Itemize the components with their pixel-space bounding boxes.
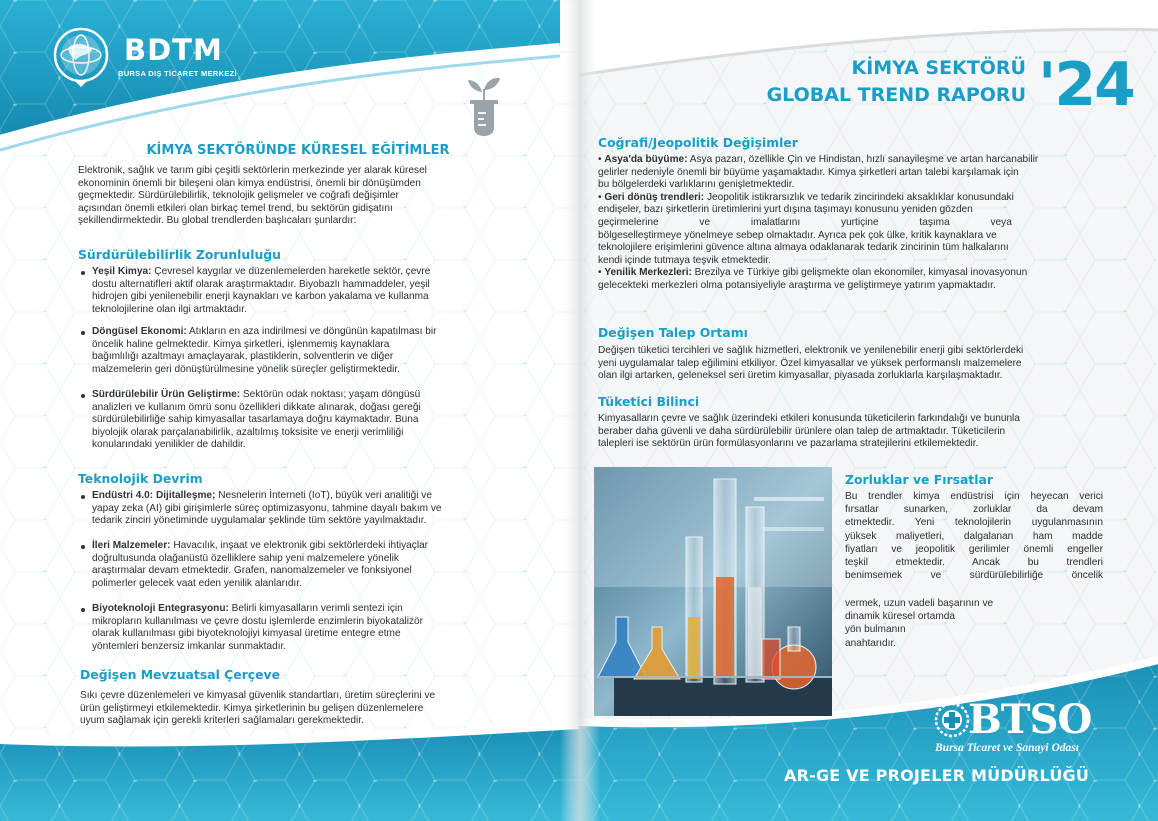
paragraph-line: yüksek maliyetleri, dalgalanan ham madde <box>845 530 1103 542</box>
item-text: gelecekteki merkezleri olma potansiyeliyle araştırma ve geliştirmeye yatırım yapmaktadır. <box>598 279 996 291</box>
item-text: teknolojilere erişimlerini güvence altına almaya odaklanarak tedarik zincirinin tüm halkalarını <box>598 242 1009 254</box>
bullet-text: Çevresel kaygılar ve düzenlemelerden hareketle sektör, çevre <box>151 266 431 277</box>
item-text: geçirmelerine ve imalatlarını yurtiçine taşıma veya <box>598 216 1012 228</box>
bullet-text: bağımlılığı azaltmayı amaçlayarak, plastiklerin, solventlerin ve diğer <box>92 351 394 363</box>
department-title: AR-GE VE PROJELER MÜDÜRLÜĞÜ <box>784 766 1090 785</box>
paragraph-line: Bu trendler kimya endüstrisi için heyecan verici <box>845 491 1103 502</box>
bullet-dot <box>81 271 85 275</box>
intro-line: ekonominin önemli bir bileşeni olan kimya endüstrisi, önemli bir dönüşümden <box>78 177 421 189</box>
bullet-item <box>92 603 512 653</box>
bullet-item <box>92 326 512 376</box>
item-text: bölgeselleştirmeye yönelmeye sebep olmaktadır. Ayrıca pek çok ülke, kritik kaynaklara ve <box>598 229 997 241</box>
report-year: '24 <box>1038 50 1134 120</box>
bullet-dot <box>81 331 85 335</box>
bullet-text: tedarik zinciri yönetiminde uygulamalar şeklinde tüm sektöre yayılmaktadır. <box>92 515 427 527</box>
bullet-text: yöntemleri benzersiz imkanlar sunmaktadır. <box>92 640 287 652</box>
section-title-regulation: Değişen Mevzuatsal Çerçeve <box>80 667 280 682</box>
paragraph-line: fırsatlar sunarken, zorluklar da devam <box>845 504 1103 516</box>
btso-subtitle: Bursa Ticaret ve Sanayi Odası <box>935 742 1079 754</box>
item-text: gelirler nedeniyle önemli bir büyüme yaşamaktadır. Kimya şirketleri artan talebi karşılamak için <box>598 166 1019 178</box>
bullet-label: Döngüsel Ekonomi: <box>92 326 187 337</box>
bullet-text: öncelik haline gelmektedir. Kimya şirketleri, işlenmemiş kaynaklara <box>92 338 390 350</box>
list-item: • Asya'da büyüme: Asya pazarı, özellikle Çin ve Hindistan, hızlı sanayileşme ve artan harcanabilir gelirler nedeniyle önemli bir büyüme yaşamaktadır. Kimya şirketleri artan talebi karşılamak için bu bölgelerdeki varlıklarını genişletmektedir. <box>598 154 1110 192</box>
regulation-paragraph <box>80 690 506 728</box>
bullet-text: Sektörün odak noktası; yaşam döngüsü <box>240 389 421 400</box>
bullet-dot <box>81 545 85 549</box>
paragraph-line: talepleri ise sektörün ürün formülasyonlarını ve pazarlama stratejilerini etkilemektedir. <box>598 438 979 450</box>
intro-line: Elektronik, sağlık ve tarım gibi çeşitli sektörlerin merkezinde yer alarak küresel <box>78 165 427 176</box>
section-title-sustainability: Sürdürülebilirlik Zorunluluğu <box>78 247 281 262</box>
bullet-text: Atıkların en aza indirilmesi ve döngünün kapatılması bir <box>186 326 437 337</box>
bullet-label: Biyoteknoloji Entegrasyonu: <box>92 603 229 614</box>
bullet-text: polimerler gelecek vaat eden yenilik alanlarıdır. <box>92 577 302 589</box>
challenges-paragraph-end <box>845 597 1045 650</box>
paragraph-line: vermek, uzun vadeli başarının ve <box>845 598 994 609</box>
bullet-item <box>92 490 512 528</box>
bullet-text: araştırmalar devam etmektedir. Grafen, nanomalzemeler ve fonksiyonel <box>92 565 412 577</box>
demand-paragraph <box>598 345 1110 383</box>
item-text: kendi içinde tutmaya teşvik etmektedir. <box>598 254 771 266</box>
item-label: Yenilik Merkezleri: <box>604 267 692 279</box>
bullet-text: doğrultusunda olağanüstü özelliklere sahip yeni malzemelere yönelik <box>92 552 399 564</box>
paragraph-line: beraber daha güvenli ve daha sürdürülebilir ürünlere olan talep de artmaktadır. Tüketicilerin <box>598 425 1006 437</box>
paragraph-line: olan ilgi artarken, geleneksel seri üretim kimyasallar, piyasada zorluklarla karşılaşmaktadır. <box>598 370 1003 382</box>
intro-line: açısından önemli etkileri olan birkaç temel trend, bu sektörün gidişatını <box>78 202 393 214</box>
bullet-label: İleri Malzemeler: <box>92 540 171 551</box>
bullet-dot <box>81 394 85 398</box>
paragraph-line: yeni uygulamalar talep eğilimini etkiliyor. Özel kimyasallar ve yüksek performanslı malzemelere <box>598 357 1022 369</box>
section-title-technology: Teknolojik Devrim <box>78 471 203 486</box>
consumer-paragraph <box>598 413 1110 451</box>
intro-paragraph <box>78 165 504 228</box>
paragraph-line: ürün geliştirmeyi etkilemektedir. Kimya şirketlerinin bu gelişen düzenlemelere <box>80 702 424 714</box>
section-title-demand: Değişen Talep Ortamı <box>598 325 748 340</box>
bullet-text: teknolojilerine olan ilgi artmaktadır. <box>92 303 247 315</box>
item-text: Brezilya ve Türkiye gibi gelişmekte olan ekonomiler, kimyasal inovasyonun <box>691 267 1028 279</box>
bullet-item <box>92 389 512 452</box>
bullet-text: Belirli kimyasalların verimli sentezi için <box>228 603 403 614</box>
bullet-text: malzemelerin geri dönüştürülmesine yönelik süreçler geliştirmektedir. <box>92 363 400 375</box>
intro-line: şekillendirmektedir. Bu global trendlerden başlıcaları şunlardır: <box>78 215 357 227</box>
item-text: bu bölgelerdeki varlıklarını genişletmektedir. <box>598 179 795 191</box>
test-tube-plant-icon <box>462 72 506 138</box>
intro-line: geçmektedir. Sürdürülebilirlik, teknolojik gelişmeler ve coğrafi değişimler <box>78 190 399 202</box>
logo-subtitle: BURSA DIŞ TİCARET MERKEZİ <box>118 69 237 78</box>
bullet-text: biyolojik olarak parçalanabilirlik, azaltılmış toksisite ve enerji verimliliği <box>92 426 404 438</box>
list-item: • Geri dönüş trendleri: Jeopolitik istikrarsızlık ve tedarik zincirindeki aksaklıklar konusundaki endişeler, bazı şirketlerin üretimlerini yurt dışına taşımayı konusunu yeniden gözden geçirmelerine ve imalatlarını yurtiçine taşıma veya bölgeselleştirmeye yönelmeye sebep olmaktadır. Ayrıca pek çok ülke, kritik kaynaklara ve teknolojilere erişimlerini güvence altına almaya odaklanarak tedarik zincirinin tüm halkalarını kendi içinde tutmaya teşvik etmektedir. <box>598 192 1110 268</box>
report-title-line1: KİMYA SEKTÖRÜ <box>851 57 1026 79</box>
bullet-text: hidrojen gibi yenilenebilir enerji kaynakları ve karbon yakalama ve kullanma <box>92 291 429 303</box>
section-title-challenges: Zorluklar ve Fırsatlar <box>845 472 993 487</box>
section-title-consumer: Tüketici Bilinci <box>598 394 700 409</box>
paragraph-line: yön bulmanın <box>845 624 906 636</box>
left-page-heading: KİMYA SEKTÖRÜNDE KÜRESEL EĞİTİMLER <box>146 143 450 158</box>
challenges-paragraph <box>845 490 1103 582</box>
bullet-text: Nesnelerin İnterneti (IoT), büyük veri analitiği ve <box>215 490 432 501</box>
item-label: Geri dönüş trendleri: <box>604 191 705 203</box>
bullet-item <box>92 540 512 590</box>
geo-list <box>598 154 1110 293</box>
item-label: Asya'da büyüme: <box>604 154 688 165</box>
bullet-text: konularındaki yenilikler de dahildir. <box>92 439 246 451</box>
bullet-dot <box>81 608 85 612</box>
bullet-label: Yeşil Kimya: <box>92 266 152 277</box>
item-text: endişeler, bazı şirketlerin üretimlerini yurt dışına taşımayı konusunu yeniden gözden <box>598 204 973 216</box>
logo-text: BDTM <box>124 33 223 67</box>
item-text: Asya pazarı, özellikle Çin ve Hindistan, hızlı sanayileşme ve artan harcanabilir <box>687 154 1039 165</box>
bullet-label: Sürdürülebilir Ürün Geliştirme: <box>92 389 241 400</box>
report-title-line2: GLOBAL TREND RAPORU <box>766 84 1026 106</box>
paragraph-line: etmektedir. Yeni teknolojilerin uygulanmasının <box>845 517 1103 529</box>
btso-emblem-icon <box>934 702 970 738</box>
bullet-dot <box>81 495 85 499</box>
section-title-geopolitics: Coğrafi/Jeopolitik Değişimler <box>598 135 798 150</box>
paragraph-line: dinamik küresel ortamda <box>845 611 955 623</box>
paragraph-line: Kimyasalların çevre ve sağlık üzerindeki etkileri konusunda tüketicilerin farkındalığı ve bununla <box>598 413 1020 424</box>
paragraph-line: benimsemek ve sürdürülebilirliğe öncelik <box>845 570 1103 582</box>
btso-logo-text: BTSO <box>968 696 1092 743</box>
bullet-item <box>92 266 512 316</box>
paragraph-line: uyum sağlamak için gerekli kriterleri sağlamaları gerekmektedir. <box>80 715 364 727</box>
bullet-text: dostu alternatifleri aktif olarak araştırmaktadır. Biyobazlı hammaddeler, yeşil <box>92 278 430 290</box>
item-text: Jeopolitik istikrarsızlık ve tedarik zincirindeki aksaklıklar konusundaki <box>704 191 1014 203</box>
globe-logo-icon <box>52 26 110 88</box>
bullet-text: yapay zeka (AI) gibi girişimlerle süreç optimizasyonu, tahmine dayalı bakım ve <box>92 502 442 514</box>
bullet-text: mikropların kullanılması ve çevre dostu işlemlerde enzimlerin biyokatalizör <box>92 615 423 627</box>
paragraph-line: anahtarıdır. <box>845 637 897 649</box>
list-item: • Yenilik Merkezleri: Brezilya ve Türkiye gibi gelişmekte olan ekonomiler, kimyasal inovasyonun gelecekteki merkezleri olma potansiyeliyle araştırma ve geliştirmeye yatırım yapmaktadır. <box>598 267 1110 292</box>
paragraph-line: teşkil etmektedir. Ancak bu trendleri <box>845 557 1103 569</box>
bullet-text: analizleri ve kullanım ömrü sonu özellikleri dikkate alınarak, doğası gereği <box>92 401 421 413</box>
bullet-label: Endüstri 4.0: Dijitalleşme; <box>92 490 216 501</box>
paragraph-line: Değişen tüketici tercihleri ve sağlık hizmetleri, elektronik ve yenilenebilir enerji gibi sektörlerdeki <box>598 345 1024 356</box>
bullet-text: sürdürülebilirliğe sahip kimyasallar tasarlamaya doğru kaymaktadır. Buna <box>92 414 419 426</box>
paragraph-line: Sıkı çevre düzenlemeleri ve kimyasal güvenlik standartları, üretim süreçlerini ve <box>80 690 436 701</box>
laboratory-photo <box>594 467 832 716</box>
paragraph-line: fiyatları ve jeopolitik gerilimler önemli engeller <box>845 543 1103 555</box>
bullet-text: olarak kullanılması gibi biyoteknolojiyi kimyasal üretime entegre etme <box>92 628 401 640</box>
bullet-text: Havacılık, inşaat ve elektronik gibi sektörlerdeki ihtiyaçlar <box>170 540 429 551</box>
report-title <box>767 55 1026 109</box>
